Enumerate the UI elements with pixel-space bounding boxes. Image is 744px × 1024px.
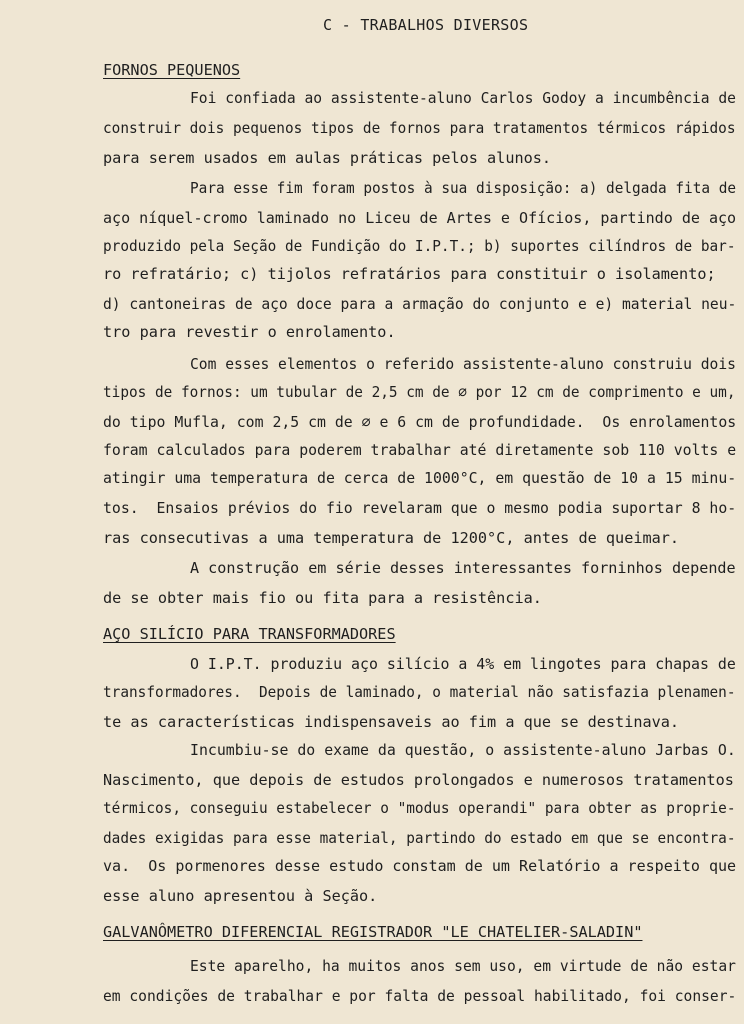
text-line: ras consecutivas a uma temperatura de 1200°C, antes de queimar. bbox=[103, 529, 680, 547]
text-line: tos. Ensaios prévios do fio revelaram que o mesmo podia suportar 8 ho- bbox=[103, 499, 737, 517]
text-line: para serem usados em aulas práticas pelos alunos. bbox=[103, 149, 552, 167]
text-line: Para esse fim foram postos à sua disposição: a) delgada fita de bbox=[190, 179, 737, 197]
section-heading: AÇO SILÍCIO PARA TRANSFORMADORES bbox=[103, 625, 396, 643]
text-line: Com esses elementos o referido assistente-aluno construiu dois bbox=[190, 355, 736, 373]
text-line: dades exigidas para esse material, partindo do estado em que se encontra- bbox=[103, 829, 736, 847]
page-title: C - TRABALHOS DIVERSOS bbox=[323, 16, 529, 34]
text-line: aço níquel-cromo laminado no Liceu de Artes e Ofícios, partindo de aço bbox=[103, 209, 737, 227]
text-line: A construção em série desses interessantes forninhos depende bbox=[190, 559, 736, 577]
text-line: tipos de fornos: um tubular de 2,5 cm de ∅ por 12 cm de comprimento e um, bbox=[103, 383, 736, 401]
text-line: d) cantoneiras de aço doce para a armação do conjunto e e) material neu- bbox=[103, 295, 737, 313]
text-line: Este aparelho, ha muitos anos sem uso, em virtude de não estar bbox=[190, 957, 736, 975]
text-line: va. Os pormenores desse estudo constam de um Relatório a respeito que bbox=[103, 857, 737, 875]
text-line: ro refratário; c) tijolos refratários para constituir o isolamento; bbox=[103, 265, 716, 283]
text-line: produzido pela Seção de Fundição do I.P.T.; b) suportes cilíndros de bar- bbox=[103, 237, 736, 255]
text-line: de se obter mais fio ou fita para a resistência. bbox=[103, 589, 542, 607]
text-line: Incumbiu-se do exame da questão, o assistente-aluno Jarbas O. bbox=[190, 741, 736, 759]
text-line: Foi confiada ao assistente-aluno Carlos Godoy a incumbência de bbox=[190, 89, 736, 107]
text-line: O I.P.T. produziu aço silício a 4% em lingotes para chapas de bbox=[190, 655, 736, 673]
text-line: do tipo Mufla, com 2,5 cm de ∅ e 6 cm de profundidade. Os enrolamentos bbox=[103, 413, 737, 431]
section-heading: GALVANÔMETRO DIFERENCIAL REGISTRADOR "LE CHATELIER-SALADIN" bbox=[103, 923, 643, 941]
text-line: transformadores. Depois de laminado, o material não satisfazia plenamen- bbox=[103, 683, 736, 701]
text-line: construir dois pequenos tipos de fornos para tratamentos térmicos rápidos bbox=[103, 119, 736, 137]
text-line: te as características indispensaveis ao fim a que se destinava. bbox=[103, 713, 680, 731]
text-line: tro para revestir o enrolamento. bbox=[103, 323, 396, 341]
text-line: foram calculados para poderem trabalhar até diretamente sob 110 volts e bbox=[103, 441, 737, 459]
text-line: Nascimento, que depois de estudos prolongados e numerosos tratamentos bbox=[103, 771, 734, 789]
text-line: térmicos, conseguiu estabelecer o "modus operandi" para obter as proprie- bbox=[103, 799, 736, 817]
section-heading: FORNOS PEQUENOS bbox=[103, 61, 241, 79]
text-line: esse aluno apresentou à Seção. bbox=[103, 887, 378, 905]
text-line: em condições de trabalhar e por falta de pessoal habilitado, foi conser- bbox=[103, 987, 737, 1005]
text-line: atingir uma temperatura de cerca de 1000°C, em questão de 10 a 15 minu- bbox=[103, 469, 737, 487]
